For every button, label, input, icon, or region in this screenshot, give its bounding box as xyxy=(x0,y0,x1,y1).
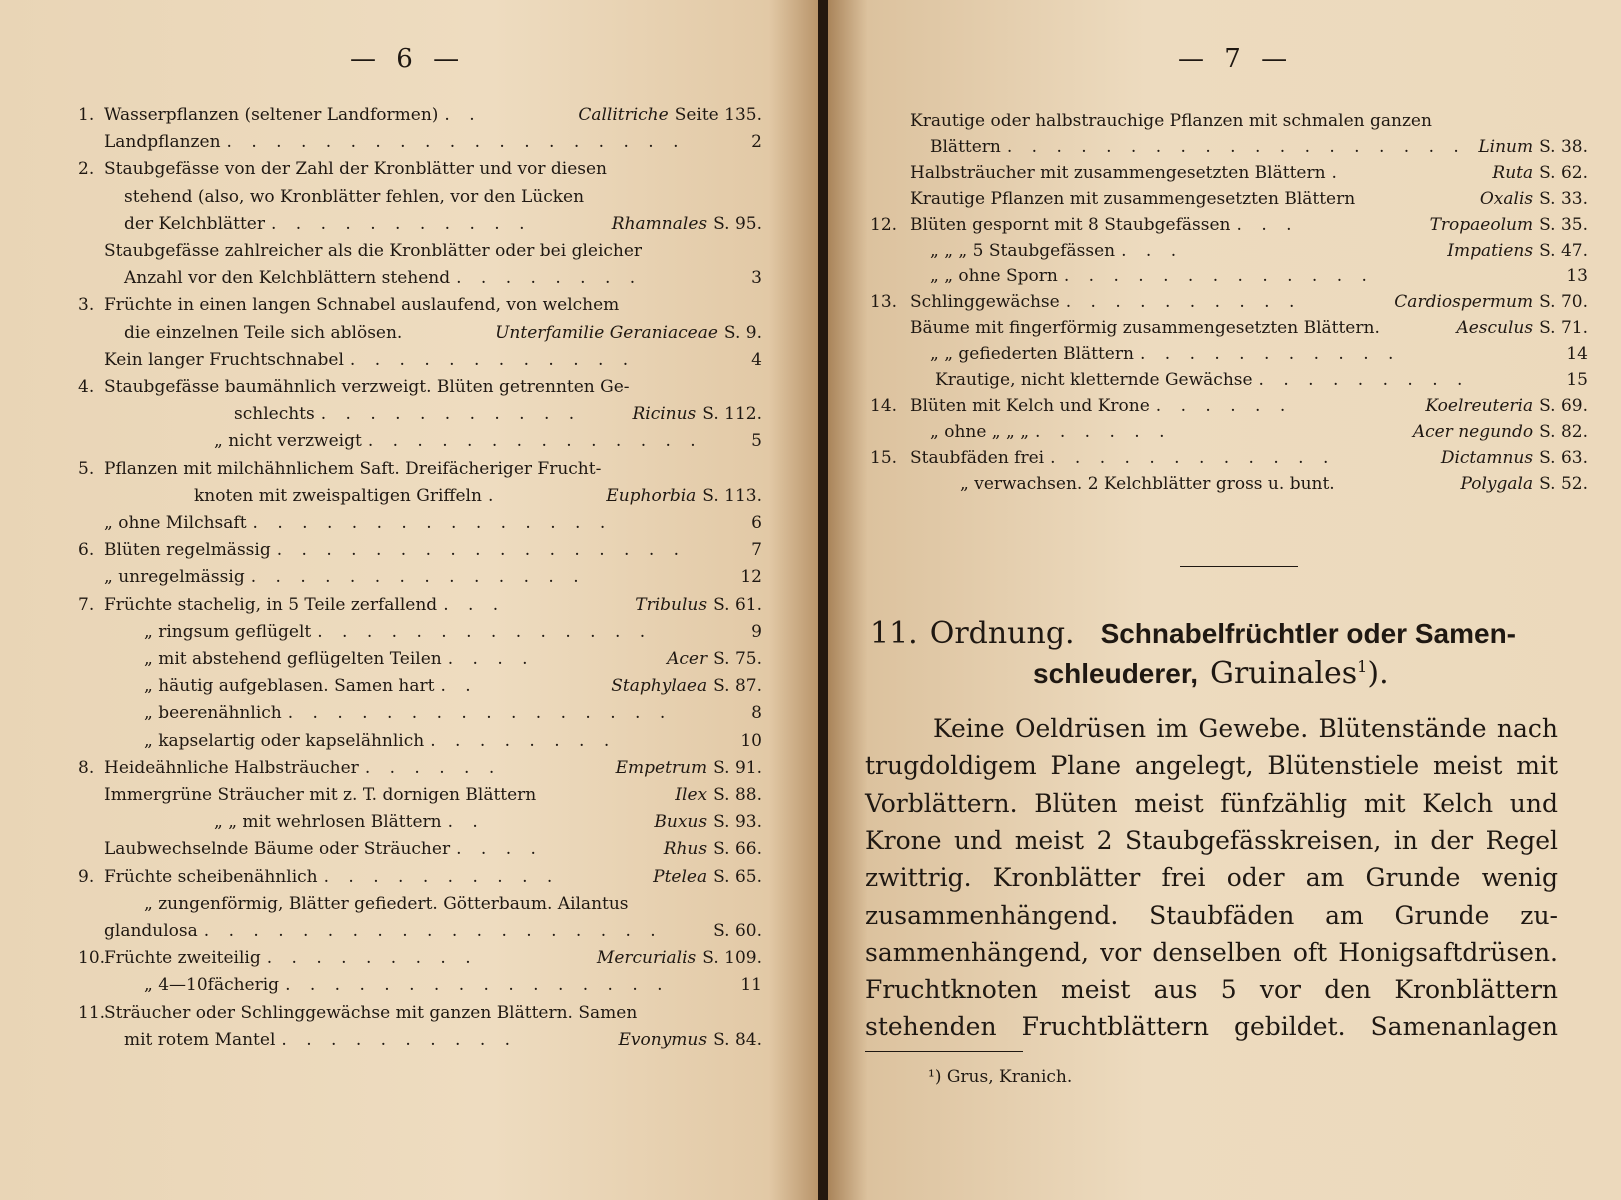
page-reference: 14 xyxy=(1566,344,1588,365)
leader-dots: . . . . . . . . . . . . . . . . . . . xyxy=(226,132,686,153)
leader-dots: . . . . . . . . xyxy=(456,268,643,289)
leader-dots: . . xyxy=(444,105,482,125)
key-number: 13. xyxy=(870,292,898,313)
page-number-left: — 6 — xyxy=(350,44,466,74)
key-text: Schlinggewächse xyxy=(910,292,1060,313)
leader-dots: . . . xyxy=(443,594,506,615)
key-text: Staubgefässe zahlreicher als die Kronblätter oder bei gleicher xyxy=(104,241,643,261)
key-line xyxy=(870,289,1588,316)
leader-dots: . . . . . . . . . . . . . xyxy=(1063,266,1374,287)
key-line xyxy=(870,393,1588,420)
taxon-reference: Callitriche xyxy=(578,105,669,125)
key-text: „ zungenförmig, Blätter gefiedert. Götterbaum. Ailantus xyxy=(144,893,629,914)
key-text: Früchte zweiteilig xyxy=(104,948,261,969)
key-text: stehend (also, wo Kronblätter fehlen, vor den Lücken xyxy=(124,186,585,207)
key-text: Pflanzen mit milchähnlichem Saft. Dreifächeriger Frucht- xyxy=(104,458,602,479)
leader-dots: . . . . . . . . . . . . . . xyxy=(367,431,703,452)
key-number: 8. xyxy=(78,757,95,778)
leader-dots: . . . . . . . . . . xyxy=(323,866,560,887)
order-title-cont: schleuderer, xyxy=(1033,658,1198,689)
page-reference: 5 xyxy=(751,431,762,452)
page-reference: 13 xyxy=(1566,266,1588,287)
page-reference: S. 38. xyxy=(1539,136,1588,157)
page-reference: S. 65. xyxy=(713,866,762,887)
page-reference: S. 93. xyxy=(713,812,762,833)
footnote: ¹) Grus, Kranich. xyxy=(928,1067,1073,1087)
key-number: 2. xyxy=(78,159,95,180)
key-line xyxy=(78,483,762,510)
taxon-reference: Acer negundo xyxy=(1412,421,1534,442)
leader-dots: . . xyxy=(447,812,485,833)
taxon-reference: Aesculus xyxy=(1456,318,1534,339)
taxon-reference: Ruta xyxy=(1492,162,1534,183)
leader-dots: . . . . . . . . . . . . . . . . . xyxy=(276,540,687,561)
key-line xyxy=(870,238,1588,265)
key-line xyxy=(78,836,762,863)
section-divider xyxy=(1180,566,1298,567)
page-reference: S. 87. xyxy=(713,676,762,697)
page-reference: S. 71. xyxy=(1539,318,1588,339)
page-reference: S. 70. xyxy=(1539,292,1588,313)
key-text: Blüten mit Kelch und Krone xyxy=(910,395,1150,416)
key-line xyxy=(78,129,762,156)
key-text: die einzelnen Teile sich ablösen. xyxy=(124,322,403,343)
key-line xyxy=(870,134,1588,161)
key-line xyxy=(78,265,762,292)
key-text: Halbsträucher mit zusammengesetzten Blättern xyxy=(910,162,1326,183)
leader-dots: . . . . xyxy=(447,649,535,669)
key-line xyxy=(870,315,1588,342)
order-word: Ordnung. xyxy=(929,616,1075,651)
key-text: „ beerenähnlich xyxy=(144,703,282,724)
order-heading-line2 xyxy=(1033,656,1389,691)
key-line xyxy=(78,1000,762,1027)
key-text: mit rotem Mantel xyxy=(124,1029,276,1050)
key-line xyxy=(870,186,1588,213)
page-reference: 6 xyxy=(751,513,762,533)
leader-dots: . . . xyxy=(1121,240,1184,261)
key-line xyxy=(78,646,762,673)
key-text: „ nicht verzweigt xyxy=(214,431,362,452)
key-line xyxy=(78,347,762,374)
page-reference: S. 84. xyxy=(713,1029,762,1050)
page-reference: S. 60. xyxy=(713,921,762,941)
leader-dots: . . . . . . . . . . . xyxy=(271,213,532,234)
leader-dots: . . . . . . xyxy=(364,757,502,778)
taxon-reference: Evonymus xyxy=(618,1029,708,1050)
key-text: Landpflanzen xyxy=(104,132,221,153)
key-line xyxy=(870,160,1588,187)
key-text: Blättern xyxy=(930,136,1001,157)
key-number: 14. xyxy=(870,395,898,416)
page-reference: S. 95. xyxy=(713,213,762,234)
key-line xyxy=(870,108,1588,135)
key-text: „ „ gefiederten Blättern xyxy=(930,344,1134,365)
page-reference: S. 109. xyxy=(702,948,762,969)
key-line xyxy=(78,537,762,564)
key-text: „ ohne „ „ „ xyxy=(930,421,1030,442)
taxon-reference: Tropaeolum xyxy=(1429,214,1534,235)
key-line xyxy=(870,419,1588,446)
key-text: „ mit abstehend geflügelten Teilen xyxy=(144,649,442,669)
key-line xyxy=(78,320,762,347)
paragraph-line: Fruchtknoten meist aus 5 vor den Kronblättern xyxy=(865,975,1558,1005)
key-line xyxy=(78,972,762,999)
taxon-reference: Linum xyxy=(1478,136,1534,157)
footnote-rule xyxy=(865,1051,1023,1052)
key-text: Laubwechselnde Bäume oder Sträucher xyxy=(104,839,451,860)
key-line xyxy=(78,809,762,836)
taxon-reference: Impatiens xyxy=(1447,240,1534,261)
taxon-reference: Ilex xyxy=(675,785,708,805)
page-number-right: — 7 — xyxy=(1178,44,1294,74)
page-reference: S. 75. xyxy=(713,649,762,669)
key-number: 6. xyxy=(78,540,95,561)
page-reference: S. 91. xyxy=(713,757,762,778)
leader-dots: . . . . . . . . . . . . . . xyxy=(317,621,653,642)
key-line xyxy=(870,471,1588,498)
page-reference: S. 112. xyxy=(702,404,762,425)
key-text: Sträucher oder Schlinggewächse mit ganzen Blättern. Samen xyxy=(104,1002,638,1023)
key-line xyxy=(78,564,762,591)
taxon-reference: Euphorbia xyxy=(606,485,697,506)
key-text: „ „ „ 5 Staubgefässen xyxy=(930,240,1116,261)
key-text: Blüten regelmässig xyxy=(104,540,271,561)
leader-dots: . . . . . . . . . . . . xyxy=(1050,447,1336,468)
key-line xyxy=(870,445,1588,472)
key-line xyxy=(870,212,1588,239)
key-text: Staubfäden frei xyxy=(910,447,1045,468)
order-heading-line1 xyxy=(870,616,1516,651)
key-line xyxy=(78,184,762,211)
key-text: Krautige oder halbstrauchige Pflanzen mit schmalen ganzen xyxy=(910,111,1432,131)
key-line xyxy=(78,238,762,265)
key-text: Früchte in einen langen Schnabel auslaufend, von welchem xyxy=(104,295,620,316)
right-page xyxy=(828,0,1621,1200)
taxon-reference: Polygala xyxy=(1460,473,1534,494)
leader-dots: . . . . . . . . . xyxy=(1258,370,1470,390)
leader-dots: . . . xyxy=(1236,214,1299,235)
leader-dots: . . . . . . . . xyxy=(430,730,617,751)
key-text: Wasserpflanzen (seltener Landformen) xyxy=(104,105,439,125)
page-reference: Seite 135. xyxy=(674,105,762,125)
page-reference: S. 35. xyxy=(1539,214,1588,235)
key-number: 7. xyxy=(78,594,95,615)
page-reference: S. 62. xyxy=(1539,162,1588,183)
leader-dots: . . . . . . . . . . . . . . . . . . . xyxy=(1006,136,1466,157)
key-text: Kein langer Fruchtschnabel xyxy=(104,349,344,370)
key-text: Krautige, nicht kletternde Gewächse xyxy=(935,370,1253,390)
key-line xyxy=(78,619,762,646)
page-reference: 15 xyxy=(1566,370,1588,390)
paragraph-line: sammenhängend, vor denselben oft Honigsaftdrüsen. xyxy=(865,937,1558,967)
key-line xyxy=(78,864,762,891)
leader-dots: . . . . . . . . . . . . . . . xyxy=(252,513,613,533)
key-text: Blüten gespornt mit 8 Staubgefässen xyxy=(910,214,1231,235)
key-number: 10. xyxy=(78,948,106,969)
key-text: „ „ mit wehrlosen Blättern xyxy=(214,812,442,833)
leader-dots: . xyxy=(1331,162,1344,183)
book-spine xyxy=(818,0,828,1200)
key-line xyxy=(78,401,762,428)
key-text: Immergrüne Sträucher mit z. T. dornigen Blättern xyxy=(104,785,537,805)
key-text: „ ringsum geflügelt xyxy=(144,621,312,642)
key-line xyxy=(870,367,1588,394)
page-reference: 3 xyxy=(751,268,762,289)
key-line xyxy=(78,510,762,537)
taxon-reference: Oxalis xyxy=(1479,188,1534,209)
key-number: 3. xyxy=(78,295,95,316)
leader-dots: . . . . xyxy=(456,839,543,860)
key-text: Anzahl vor den Kelchblättern stehend xyxy=(124,268,451,289)
leader-dots: . xyxy=(487,485,501,506)
key-line xyxy=(78,592,762,619)
key-text: „ „ ohne Sporn xyxy=(930,266,1058,287)
leader-dots: . . . . . . . . . . . . . . . . xyxy=(285,975,670,996)
taxon-reference: Rhus xyxy=(663,839,708,860)
page-reference: 7 xyxy=(751,540,762,561)
taxon-reference: Koelreuteria xyxy=(1425,395,1534,416)
page-reference: 4 xyxy=(751,349,762,370)
heading-closing: ). xyxy=(1367,656,1389,691)
page-reference: S. 61. xyxy=(713,594,762,615)
footnote-marker: 1 xyxy=(1357,657,1368,676)
key-text: Staubgefässe baumähnlich verzweigt. Blüten getrennten Ge- xyxy=(104,377,630,397)
taxon-reference: Empetrum xyxy=(615,757,708,778)
page-reference: 2 xyxy=(751,132,762,153)
taxon-reference: Unterfamilie Geraniaceae xyxy=(495,322,718,343)
page-reference: S. 113. xyxy=(702,485,762,506)
leader-dots: . . xyxy=(440,676,478,697)
page-reference: 8 xyxy=(751,703,762,724)
key-text: Heideähnliche Halbsträucher xyxy=(104,757,359,778)
page-reference: S. 33. xyxy=(1539,188,1588,209)
leader-dots: . . . . . . . . . . xyxy=(1065,292,1302,313)
order-title: Schnabelfrüchtler oder Samen- xyxy=(1100,618,1516,649)
page-reference: S. 52. xyxy=(1539,473,1588,494)
taxon-reference: Cardiospermum xyxy=(1394,292,1534,313)
page-reference: S. 69. xyxy=(1539,395,1588,416)
key-line xyxy=(78,728,762,755)
taxon-reference: Ptelea xyxy=(653,866,708,887)
paragraph-line: zwittrig. Kronblätter frei oder am Grunde wenig xyxy=(865,863,1558,893)
key-text: Bäume mit fingerförmig zusammengesetzten Blättern. xyxy=(910,318,1380,339)
key-line xyxy=(78,945,762,972)
key-text: der Kelchblätter xyxy=(124,213,265,234)
taxon-reference: Buxus xyxy=(654,812,708,833)
page-reference: S. 82. xyxy=(1539,421,1588,442)
key-line xyxy=(78,755,762,782)
page-reference: S. 63. xyxy=(1539,447,1588,468)
key-line xyxy=(78,782,762,809)
key-text: „ verwachsen. 2 Kelchblätter gross u. bunt. xyxy=(960,473,1335,494)
key-number: 11. xyxy=(78,1002,106,1023)
page-reference: 11 xyxy=(740,975,762,996)
key-line xyxy=(78,1027,762,1054)
key-line xyxy=(78,292,762,319)
paragraph-line: Keine Oeldrüsen im Gewebe. Blütenstände nach xyxy=(933,714,1558,743)
leader-dots: . . . . . . . . . . . . xyxy=(349,349,636,370)
leader-dots: . . . . . . xyxy=(1035,421,1172,442)
paragraph-line: Krone und meist 2 Staubgefässkreisen, in der Regel xyxy=(865,825,1558,855)
key-number: 12. xyxy=(870,214,898,235)
key-line xyxy=(78,918,762,945)
key-text: Krautige Pflanzen mit zusammengesetzten Blättern xyxy=(910,188,1356,209)
order-latin-name: Gruinales xyxy=(1209,656,1358,691)
leader-dots: . . . . . . . . . . . xyxy=(320,404,582,425)
page-reference: S. 66. xyxy=(713,839,762,860)
key-text: schlechts xyxy=(234,404,315,425)
key-text: glandulosa xyxy=(104,921,198,941)
page-reference: 9 xyxy=(751,621,762,642)
key-text: Staubgefässe von der Zahl der Kronblätter und vor diesen xyxy=(104,159,607,180)
key-number: 9. xyxy=(78,866,95,887)
taxon-reference: Rhamnales xyxy=(611,213,708,234)
key-text: Früchte stachelig, in 5 Teile zerfallend xyxy=(104,594,438,615)
key-line xyxy=(78,102,762,129)
page-reference: 12 xyxy=(740,567,762,588)
key-line xyxy=(78,374,762,401)
key-line xyxy=(78,673,762,700)
key-number: 15. xyxy=(870,447,898,468)
key-number: 5. xyxy=(78,458,95,479)
key-line xyxy=(78,456,762,483)
taxon-reference: Acer xyxy=(667,649,708,669)
key-text: „ kapselartig oder kapselähnlich xyxy=(144,730,425,751)
key-number: 4. xyxy=(78,377,95,397)
taxon-reference: Staphylaea xyxy=(611,676,708,697)
paragraph-line: stehenden Fruchtblättern gebildet. Samenanlagen xyxy=(865,1012,1558,1042)
leader-dots: . . . . . . . . . xyxy=(266,948,478,969)
leader-dots: . . . . . . . . . . . . . . . . . . . xyxy=(203,921,663,941)
taxon-reference: Tribulus xyxy=(635,594,708,615)
key-line xyxy=(870,263,1588,290)
key-line xyxy=(870,341,1588,368)
leader-dots: . . . . . . . . . . . . . . . . xyxy=(287,703,673,724)
leader-dots: . . . . . . . . . . xyxy=(281,1029,518,1050)
key-text: „ unregelmässig xyxy=(104,567,245,588)
page-reference: S. 9. xyxy=(723,322,762,343)
key-line xyxy=(78,700,762,727)
paragraph-line: zusammenhängend. Staubfäden am Grunde zu- xyxy=(865,900,1558,930)
taxon-reference: Mercurialis xyxy=(596,948,697,969)
key-text: Früchte scheibenähnlich xyxy=(104,866,318,887)
leader-dots: . . . . . . . . . . . . . . xyxy=(250,567,586,588)
key-line xyxy=(78,156,762,183)
key-line xyxy=(78,211,762,238)
key-line xyxy=(78,891,762,918)
key-text: „ 4—10fächerig xyxy=(144,975,280,996)
key-text: „ häutig aufgeblasen. Samen hart xyxy=(144,676,435,697)
key-text: „ ohne Milchsaft xyxy=(104,513,247,533)
key-text: knoten mit zweispaltigen Griffeln xyxy=(194,485,482,506)
page-reference: S. 88. xyxy=(713,785,762,805)
page-reference: S. 47. xyxy=(1539,240,1588,261)
leader-dots: . . . . . . . . . . . xyxy=(1139,344,1401,365)
page-reference: 10 xyxy=(740,730,762,751)
key-line xyxy=(78,428,762,455)
leader-dots: . . . . . . xyxy=(1155,395,1293,416)
taxon-reference: Ricinus xyxy=(632,404,697,425)
key-number: 1. xyxy=(78,105,95,125)
taxon-reference: Dictamnus xyxy=(1440,447,1534,468)
paragraph-line: trugdoldigem Plane angelegt, Blütenstiele meist mit xyxy=(865,751,1558,781)
order-number: 11. xyxy=(870,616,918,651)
paragraph-line: Vorblättern. Blüten meist fünfzählig mit Kelch und xyxy=(865,788,1558,818)
